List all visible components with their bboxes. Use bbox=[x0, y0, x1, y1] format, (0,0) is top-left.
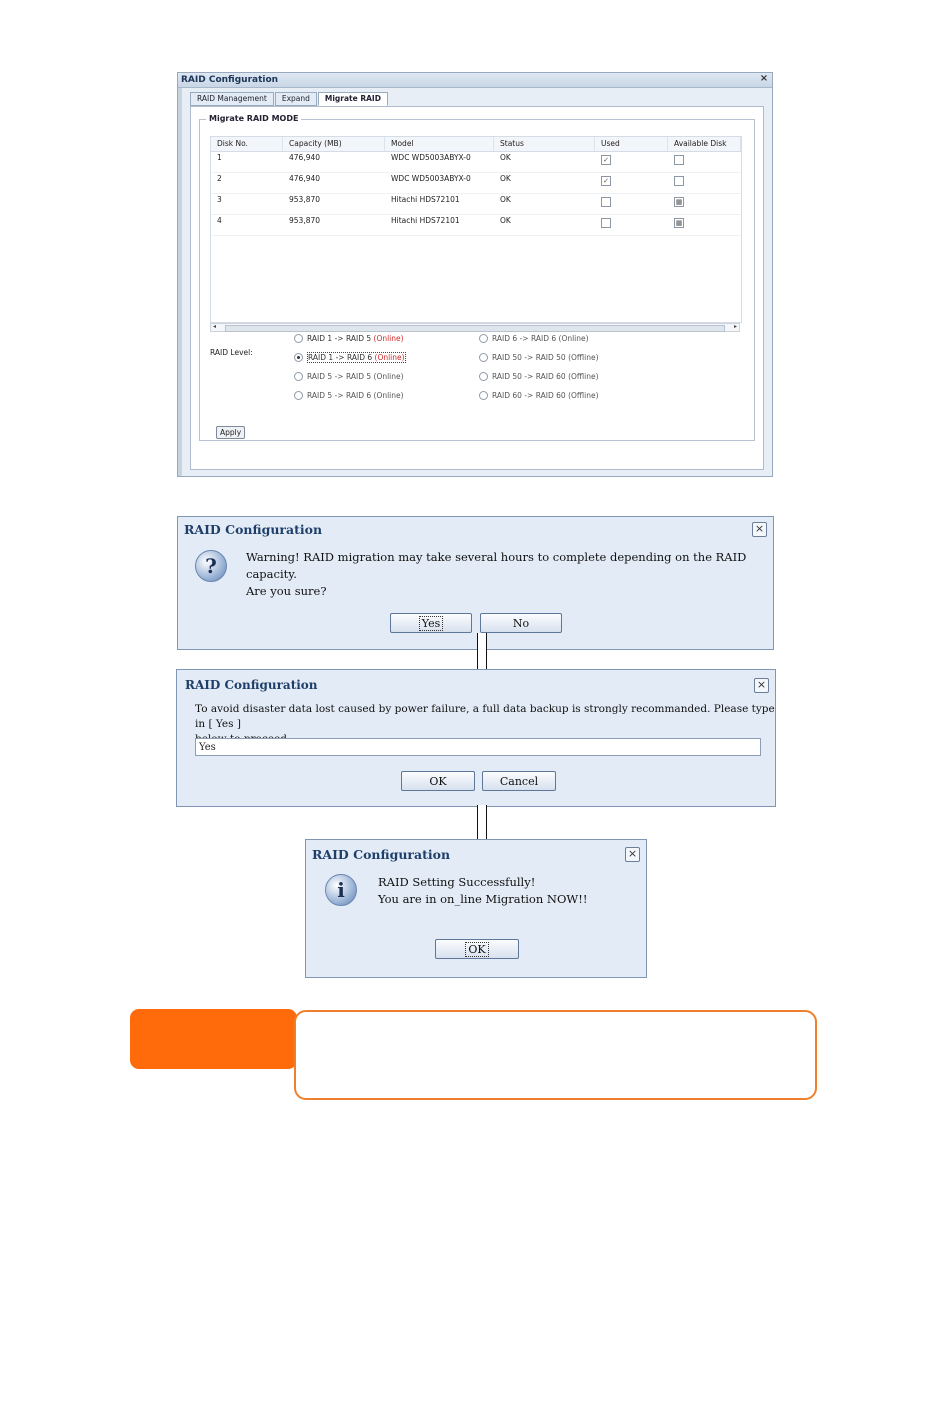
disk-status: OK bbox=[500, 174, 511, 183]
tab-raid-management[interactable]: RAID Management bbox=[190, 92, 274, 106]
disk-model: WDC WD5003ABYX-0 bbox=[391, 153, 471, 162]
available-checkbox[interactable]: ▦ bbox=[675, 198, 683, 206]
radio-button[interactable] bbox=[479, 372, 488, 381]
table-row[interactable] bbox=[211, 173, 741, 194]
raid-option-50-60[interactable]: RAID 50 -> RAID 60 (Offline) bbox=[479, 372, 599, 382]
tab-strip bbox=[190, 92, 389, 106]
column-header[interactable]: Used bbox=[595, 137, 668, 151]
available-checkbox[interactable] bbox=[674, 155, 684, 165]
raid-option-1-6[interactable]: RAID 1 -> RAID 6 (Online) bbox=[294, 353, 406, 363]
migrate-raid-panel bbox=[190, 106, 764, 470]
dialog-title: RAID Configuration bbox=[185, 678, 318, 692]
disk-model: Hitachi HDS72101 bbox=[391, 216, 460, 225]
used-checkbox[interactable]: ✓ bbox=[601, 155, 611, 165]
message-line: To avoid disaster data lost caused by power failure, a full data backup is strongly recommanded. Please type in [ Yes ] bbox=[195, 703, 775, 730]
dialog-message bbox=[246, 549, 773, 600]
close-icon[interactable]: × bbox=[752, 522, 767, 537]
table-row[interactable] bbox=[211, 215, 741, 236]
confirm-dialog bbox=[176, 669, 776, 807]
disk-table-header bbox=[211, 137, 741, 152]
table-row[interactable] bbox=[211, 194, 741, 215]
yes-button[interactable]: Yes bbox=[390, 613, 472, 633]
scrollbar-thumb[interactable] bbox=[225, 325, 725, 332]
info-icon: i bbox=[325, 874, 357, 906]
no-button[interactable]: No bbox=[480, 613, 562, 633]
column-header[interactable]: Available Disk bbox=[668, 137, 741, 151]
raid-level-label: RAID Level: bbox=[210, 348, 253, 357]
scroll-right-icon[interactable]: ▸ bbox=[733, 323, 737, 330]
window-titlebar bbox=[178, 73, 772, 88]
radio-button[interactable] bbox=[479, 391, 488, 400]
disk-status: OK bbox=[500, 216, 511, 225]
raid-option-1-5[interactable]: RAID 1 -> RAID 5 (Online) bbox=[294, 334, 404, 344]
used-checkbox[interactable] bbox=[601, 197, 611, 207]
disk-capacity: 953,870 bbox=[289, 216, 321, 225]
disk-no: 3 bbox=[217, 195, 222, 204]
raid-configuration-window bbox=[177, 72, 773, 477]
disk-table bbox=[210, 136, 742, 323]
disk-capacity: 476,940 bbox=[289, 174, 321, 183]
raid-option-6-6[interactable]: RAID 6 -> RAID 6 (Online) bbox=[479, 334, 589, 344]
note-tab bbox=[130, 1009, 297, 1069]
message-line: RAID Setting Successfully! bbox=[378, 875, 536, 889]
disk-no: 1 bbox=[217, 153, 222, 162]
warning-dialog bbox=[177, 516, 774, 650]
radio-button[interactable] bbox=[294, 372, 303, 381]
message-line: You are in on_line Migration NOW!! bbox=[378, 892, 588, 906]
disk-model: WDC WD5003ABYX-0 bbox=[391, 174, 471, 183]
confirm-text-input[interactable]: Yes bbox=[195, 738, 761, 756]
message-line: Warning! RAID migration may take several hours to complete depending on the RAID capacity. bbox=[246, 550, 747, 581]
table-row[interactable] bbox=[211, 152, 741, 173]
dialog-title: RAID Configuration bbox=[184, 522, 323, 537]
disk-no: 4 bbox=[217, 216, 222, 225]
available-checkbox[interactable]: ▦ bbox=[675, 219, 683, 227]
migrate-raid-mode-fieldset bbox=[199, 114, 755, 441]
raid-option-5-6[interactable]: RAID 5 -> RAID 6 (Online) bbox=[294, 391, 404, 401]
available-checkbox[interactable] bbox=[674, 176, 684, 186]
column-header[interactable]: Disk No. bbox=[211, 137, 283, 151]
radio-button[interactable] bbox=[479, 334, 488, 343]
tab-migrate-raid[interactable]: Migrate RAID bbox=[318, 92, 388, 106]
note-box bbox=[294, 1010, 817, 1100]
column-header[interactable]: Capacity (MB) bbox=[283, 137, 385, 151]
cancel-button[interactable]: Cancel bbox=[482, 771, 556, 791]
success-dialog bbox=[305, 839, 647, 978]
window-title: RAID Configuration bbox=[181, 75, 279, 85]
message-line: Are you sure? bbox=[246, 584, 327, 598]
disk-no: 2 bbox=[217, 174, 222, 183]
disk-capacity: 953,870 bbox=[289, 195, 321, 204]
question-icon: ? bbox=[195, 550, 227, 582]
section-title: Migrate RAID MODE bbox=[206, 114, 301, 123]
horizontal-scrollbar[interactable] bbox=[210, 323, 740, 332]
disk-status: OK bbox=[500, 153, 511, 162]
disk-capacity: 476,940 bbox=[289, 153, 321, 162]
radio-button[interactable] bbox=[294, 391, 303, 400]
dialog-title: RAID Configuration bbox=[312, 847, 451, 862]
raid-option-50-50[interactable]: RAID 50 -> RAID 50 (Offline) bbox=[479, 353, 599, 363]
close-icon[interactable]: × bbox=[759, 73, 769, 84]
column-header[interactable]: Model bbox=[385, 137, 494, 151]
radio-button[interactable] bbox=[479, 353, 488, 362]
radio-button[interactable] bbox=[294, 334, 303, 343]
tab-expand[interactable]: Expand bbox=[275, 92, 317, 106]
window-left-bar bbox=[178, 88, 182, 476]
used-checkbox[interactable] bbox=[601, 218, 611, 228]
ok-button[interactable]: OK bbox=[401, 771, 475, 791]
column-header[interactable]: Status bbox=[494, 137, 595, 151]
scroll-left-icon[interactable]: ◂ bbox=[213, 323, 217, 330]
ok-button[interactable]: OK bbox=[435, 939, 519, 959]
disk-model: Hitachi HDS72101 bbox=[391, 195, 460, 204]
raid-option-5-5[interactable]: RAID 5 -> RAID 5 (Online) bbox=[294, 372, 404, 382]
used-checkbox[interactable]: ✓ bbox=[601, 176, 611, 186]
close-icon[interactable]: × bbox=[625, 847, 640, 862]
radio-button-selected[interactable] bbox=[294, 353, 303, 362]
raid-option-60-60[interactable]: RAID 60 -> RAID 60 (Offline) bbox=[479, 391, 599, 401]
apply-button[interactable]: Apply bbox=[216, 426, 245, 439]
disk-status: OK bbox=[500, 195, 511, 204]
dialog-message bbox=[378, 874, 587, 908]
close-icon[interactable]: × bbox=[754, 678, 769, 693]
